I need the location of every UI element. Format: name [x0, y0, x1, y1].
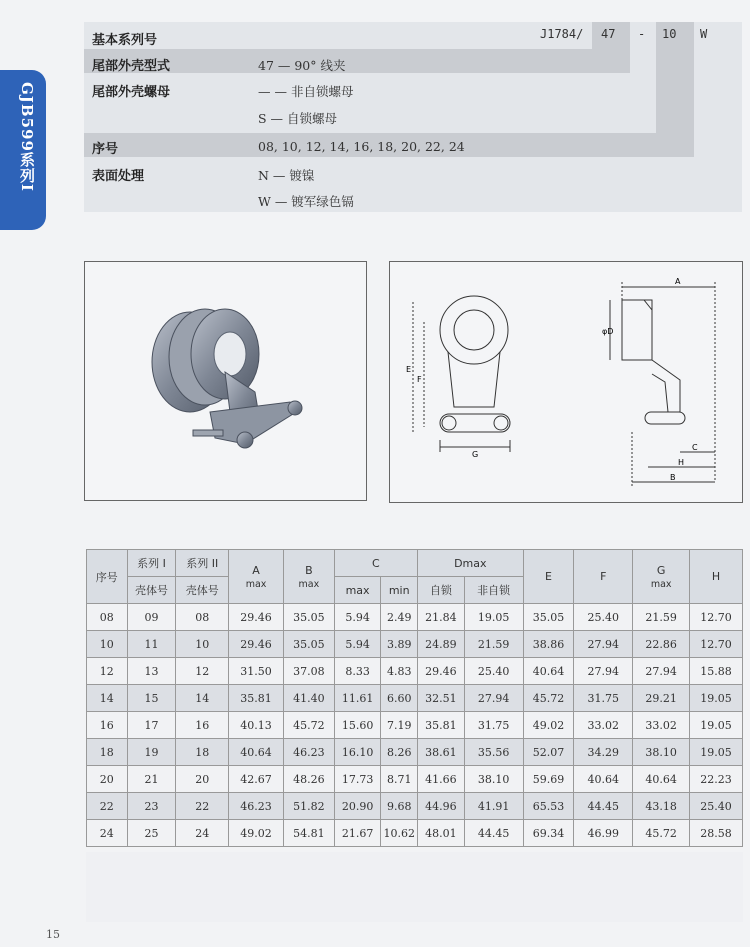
dim-label-e: E	[406, 365, 412, 374]
cell-f: 27.94	[574, 631, 633, 658]
table-row	[87, 712, 743, 739]
table-row	[87, 631, 743, 658]
th-f: F	[574, 550, 633, 604]
th-series2-bottom: 壳体号	[176, 577, 229, 604]
page-number: 15	[46, 928, 60, 941]
cell-seq: 24	[87, 820, 128, 847]
cell-seq: 22	[87, 793, 128, 820]
cell-series2: 12	[176, 658, 229, 685]
dimension-drawing-frame	[389, 261, 743, 503]
cell-d-self: 41.66	[417, 766, 464, 793]
cell-b: 46.23	[283, 739, 334, 766]
spec-label-finish: 表面处理	[92, 169, 145, 184]
cell-b: 35.05	[283, 631, 334, 658]
dim-label-d: φD	[602, 327, 614, 336]
cell-c-max: 5.94	[334, 604, 381, 631]
code-finish: W	[700, 27, 708, 41]
th-dmax: Dmax	[417, 550, 523, 577]
cell-b: 54.81	[283, 820, 334, 847]
cell-a: 29.46	[229, 604, 284, 631]
cell-a: 40.13	[229, 712, 284, 739]
cell-e: 40.64	[523, 658, 574, 685]
cell-c-min: 4.83	[381, 658, 418, 685]
cell-h: 22.23	[690, 766, 743, 793]
cell-h: 28.58	[690, 820, 743, 847]
th-seq: 序号	[87, 550, 128, 604]
cell-h: 25.40	[690, 793, 743, 820]
cell-c-max: 16.10	[334, 739, 381, 766]
cell-e: 65.53	[523, 793, 574, 820]
cell-c-min: 9.68	[381, 793, 418, 820]
cell-series2: 08	[176, 604, 229, 631]
cell-h: 12.70	[690, 604, 743, 631]
cell-series1: 21	[127, 766, 176, 793]
table-row	[87, 820, 743, 847]
code-step-size	[656, 22, 694, 157]
cell-e: 52.07	[523, 739, 574, 766]
cell-d-non: 35.56	[464, 739, 523, 766]
cell-d-non: 27.94	[464, 685, 523, 712]
cell-d-self: 38.61	[417, 739, 464, 766]
cell-d-non: 41.91	[464, 793, 523, 820]
backshell-clamp-illustration	[85, 262, 366, 500]
spec-value-nut-non-locking: — — 非自锁螺母	[258, 84, 354, 99]
cell-d-self: 35.81	[417, 712, 464, 739]
cell-series2: 24	[176, 820, 229, 847]
cell-c-max: 11.61	[334, 685, 381, 712]
dim-label-b: B	[670, 473, 676, 482]
cell-series2: 14	[176, 685, 229, 712]
cell-e: 45.72	[523, 685, 574, 712]
spec-label-basic-series: 基本系列号	[92, 33, 158, 48]
spec-label-backshell-style: 尾部外壳型式	[92, 59, 171, 74]
code-size: 10	[662, 27, 677, 41]
th-g: G max	[633, 550, 690, 604]
cell-h: 19.05	[690, 712, 743, 739]
cell-f: 46.99	[574, 820, 633, 847]
dimensions-table	[86, 549, 743, 847]
cell-h: 12.70	[690, 631, 743, 658]
cell-d-non: 19.05	[464, 604, 523, 631]
chapter-side-tab	[0, 70, 46, 230]
spec-label-nut: 尾部外壳螺母	[92, 85, 171, 100]
cell-c-min: 10.62	[381, 820, 418, 847]
cell-h: 15.88	[690, 658, 743, 685]
cell-b: 41.40	[283, 685, 334, 712]
cell-g: 27.94	[633, 658, 690, 685]
chapter-side-tab-label: GJB599系列I	[18, 82, 36, 192]
th-a: A max	[229, 550, 284, 604]
cell-c-max: 20.90	[334, 793, 381, 820]
cell-c-max: 21.67	[334, 820, 381, 847]
product-photo-frame	[84, 261, 367, 501]
cell-c-max: 15.60	[334, 712, 381, 739]
dim-label-f: F	[417, 375, 422, 384]
th-c: C	[334, 550, 417, 577]
cell-a: 49.02	[229, 820, 284, 847]
th-c-max: max	[334, 577, 381, 604]
cell-a: 42.67	[229, 766, 284, 793]
cell-f: 34.29	[574, 739, 633, 766]
table-row	[87, 793, 743, 820]
code-series: J1784/	[540, 27, 584, 41]
cell-series1: 25	[127, 820, 176, 847]
cell-seq: 10	[87, 631, 128, 658]
cell-g: 45.72	[633, 820, 690, 847]
spec-value-finish-cadmium: W — 镀军绿色镉	[258, 194, 354, 209]
cell-series1: 09	[127, 604, 176, 631]
cell-d-self: 32.51	[417, 685, 464, 712]
cell-c-min: 2.49	[381, 604, 418, 631]
cell-seq: 12	[87, 658, 128, 685]
cell-series2: 22	[176, 793, 229, 820]
cell-g: 22.86	[633, 631, 690, 658]
cell-d-self: 24.89	[417, 631, 464, 658]
dim-label-h: H	[678, 458, 685, 467]
cell-seq: 20	[87, 766, 128, 793]
cell-series1: 19	[127, 739, 176, 766]
faded-bleed-area	[86, 852, 743, 922]
cell-series1: 11	[127, 631, 176, 658]
cell-seq: 14	[87, 685, 128, 712]
cell-seq: 16	[87, 712, 128, 739]
cell-series1: 17	[127, 712, 176, 739]
cell-d-non: 25.40	[464, 658, 523, 685]
spec-label-size: 序号	[92, 142, 119, 157]
th-e: E	[523, 550, 574, 604]
cell-a: 46.23	[229, 793, 284, 820]
cell-series1: 23	[127, 793, 176, 820]
cell-c-min: 7.19	[381, 712, 418, 739]
th-b: B max	[283, 550, 334, 604]
cell-f: 31.75	[574, 685, 633, 712]
cell-series1: 13	[127, 658, 176, 685]
cell-f: 27.94	[574, 658, 633, 685]
cell-g: 43.18	[633, 793, 690, 820]
cell-c-max: 17.73	[334, 766, 381, 793]
table-row	[87, 604, 743, 631]
code-dash: -	[638, 27, 646, 41]
cell-series2: 10	[176, 631, 229, 658]
cell-c-max: 8.33	[334, 658, 381, 685]
cell-e: 69.34	[523, 820, 574, 847]
th-h: H	[690, 550, 743, 604]
dimension-drawing	[390, 262, 742, 502]
cell-e: 59.69	[523, 766, 574, 793]
cell-g: 21.59	[633, 604, 690, 631]
cell-e: 38.86	[523, 631, 574, 658]
table-row	[87, 685, 743, 712]
th-d-non-locking: 非自锁	[464, 577, 523, 604]
cell-d-non: 21.59	[464, 631, 523, 658]
cell-seq: 08	[87, 604, 128, 631]
cell-f: 25.40	[574, 604, 633, 631]
cell-d-self: 29.46	[417, 658, 464, 685]
cell-series2: 16	[176, 712, 229, 739]
cell-d-non: 31.75	[464, 712, 523, 739]
cell-d-self: 21.84	[417, 604, 464, 631]
spec-value-nut-self-locking: S — 自锁螺母	[258, 111, 338, 126]
cell-h: 19.05	[690, 685, 743, 712]
cell-h: 19.05	[690, 739, 743, 766]
cell-f: 40.64	[574, 766, 633, 793]
cell-series1: 15	[127, 685, 176, 712]
cell-a: 40.64	[229, 739, 284, 766]
cell-c-max: 5.94	[334, 631, 381, 658]
cell-b: 45.72	[283, 712, 334, 739]
th-series1-top: 系列 I	[127, 550, 176, 577]
cell-f: 33.02	[574, 712, 633, 739]
cell-b: 51.82	[283, 793, 334, 820]
cell-e: 49.02	[523, 712, 574, 739]
cell-c-min: 8.26	[381, 739, 418, 766]
dim-label-g: G	[472, 450, 479, 459]
th-series2-top: 系列 II	[176, 550, 229, 577]
dim-label-c: C	[692, 443, 698, 452]
cell-b: 48.26	[283, 766, 334, 793]
cell-series2: 18	[176, 739, 229, 766]
cell-g: 40.64	[633, 766, 690, 793]
cell-d-non: 38.10	[464, 766, 523, 793]
table-row	[87, 739, 743, 766]
spec-value-backshell-style: 47 — 90° 线夹	[258, 58, 346, 73]
cell-d-non: 44.45	[464, 820, 523, 847]
th-series1-bottom: 壳体号	[127, 577, 176, 604]
cell-seq: 18	[87, 739, 128, 766]
cell-a: 31.50	[229, 658, 284, 685]
cell-b: 35.05	[283, 604, 334, 631]
cell-c-min: 3.89	[381, 631, 418, 658]
cell-g: 38.10	[633, 739, 690, 766]
code-style: 47	[601, 27, 616, 41]
th-c-min: min	[381, 577, 418, 604]
cell-d-self: 48.01	[417, 820, 464, 847]
cell-d-self: 44.96	[417, 793, 464, 820]
cell-c-min: 6.60	[381, 685, 418, 712]
spec-value-finish-nickel: N — 镀镍	[258, 168, 315, 183]
dim-label-a: A	[675, 277, 681, 286]
cell-b: 37.08	[283, 658, 334, 685]
cell-f: 44.45	[574, 793, 633, 820]
th-d-self-locking: 自锁	[417, 577, 464, 604]
cell-series2: 20	[176, 766, 229, 793]
cell-g: 29.21	[633, 685, 690, 712]
cell-a: 35.81	[229, 685, 284, 712]
spec-value-sizes: 08, 10, 12, 14, 16, 18, 20, 22, 24	[258, 139, 465, 154]
cell-g: 33.02	[633, 712, 690, 739]
table-row	[87, 766, 743, 793]
table-row	[87, 658, 743, 685]
cell-c-min: 8.71	[381, 766, 418, 793]
cell-e: 35.05	[523, 604, 574, 631]
cell-a: 29.46	[229, 631, 284, 658]
